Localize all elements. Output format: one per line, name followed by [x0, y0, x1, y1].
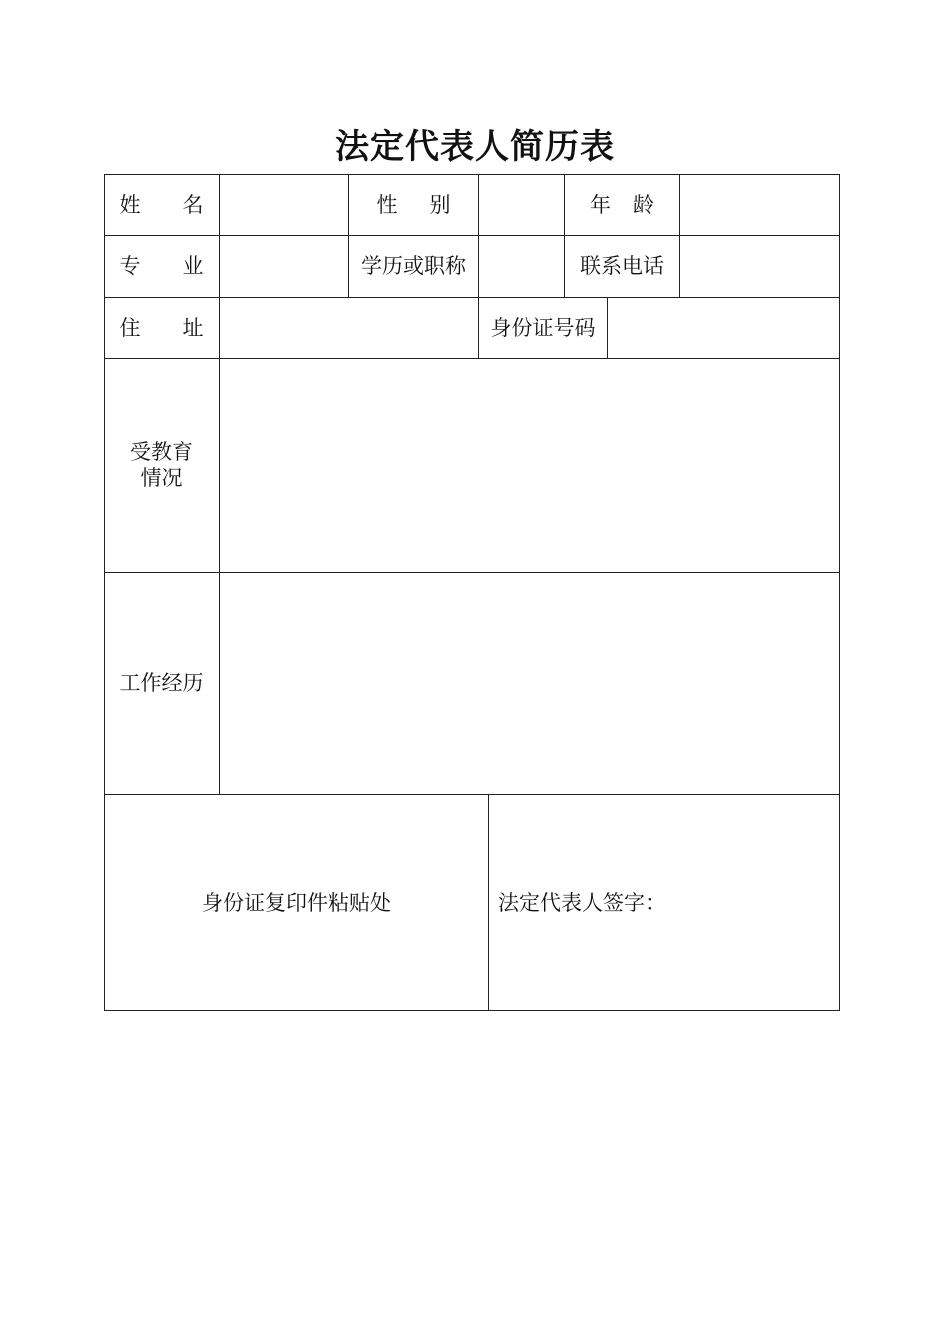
label-gender: 性 别 [376, 192, 451, 217]
label-phone: 联系电话 [580, 254, 664, 278]
table-border-bottom [104, 1010, 840, 1011]
phone-field[interactable] [680, 236, 839, 297]
label-id-number: 身份证号码 [490, 315, 596, 340]
name-field[interactable] [220, 175, 348, 235]
gender-field[interactable] [479, 175, 564, 235]
label-name: 姓 名 [119, 192, 204, 217]
table-border-right [839, 174, 840, 1011]
signature-area[interactable]: 法定代表人签字： [498, 890, 666, 915]
page-title: 法定代表人简历表 [335, 127, 615, 167]
label-address: 住 址 [119, 315, 204, 340]
age-field[interactable] [680, 175, 839, 235]
id-copy-paste-area: 身份证复印件粘贴处 [202, 890, 391, 915]
label-degree: 学历或职称 [361, 254, 466, 278]
label-education: 受教育 情况 [130, 440, 193, 490]
work-experience-field[interactable] [220, 573, 839, 794]
address-field[interactable] [220, 298, 478, 358]
label-major: 专 业 [119, 254, 204, 278]
label-age: 年 龄 [590, 192, 654, 217]
major-field[interactable] [220, 236, 348, 297]
label-work-experience: 工作经历 [119, 671, 204, 695]
resume-form-table [104, 174, 840, 1011]
id-number-field[interactable] [608, 298, 839, 358]
degree-field[interactable] [479, 236, 564, 297]
column-divider [488, 794, 489, 1011]
education-field[interactable] [220, 359, 839, 572]
